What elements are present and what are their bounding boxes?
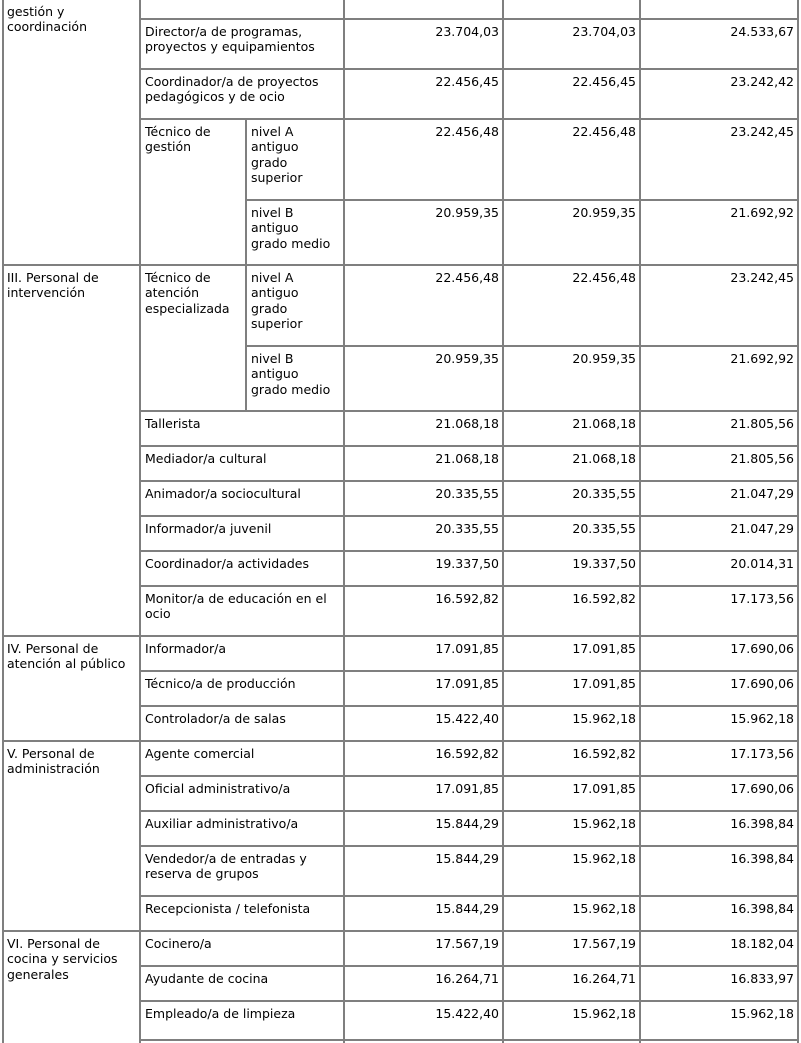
- position-label: Informador/a: [145, 641, 227, 656]
- salary-value: 17.091,85: [572, 676, 636, 691]
- row-divider: [139, 670, 799, 672]
- row-divider: [245, 199, 799, 201]
- salary-value: 22.456,45: [435, 74, 499, 89]
- salary-value: 21.068,18: [435, 416, 499, 431]
- salary-value: 18.182,04: [730, 936, 794, 951]
- salary-value: 16.398,84: [730, 901, 794, 916]
- category-label: gestión y coordinación: [7, 4, 87, 35]
- subgroup-label: Técnico de atención especializada: [145, 270, 230, 316]
- level-label: nivel A antiguo grado superior: [251, 124, 303, 186]
- salary-value: 23.242,45: [730, 270, 794, 285]
- salary-value: 16.592,82: [435, 591, 499, 606]
- row-divider: [139, 550, 799, 552]
- column-divider: [639, 0, 641, 1043]
- salary-value: 22.456,45: [572, 74, 636, 89]
- level-divider: [245, 264, 247, 411]
- salary-value: 17.690,06: [730, 676, 794, 691]
- column-divider: [502, 0, 504, 1043]
- column-divider: [797, 0, 799, 1043]
- position-label: Director/a de programas, proyectos y equipamientos: [145, 24, 315, 55]
- category-label: IV. Personal de atención al público: [7, 641, 126, 672]
- row-divider: [2, 930, 799, 932]
- salary-value: 19.337,50: [435, 556, 499, 571]
- position-label: Controlador/a de salas: [145, 711, 286, 726]
- salary-value: 22.456,48: [435, 270, 499, 285]
- salary-value: 20.335,55: [572, 521, 636, 536]
- position-label: Oficial administrativo/a: [145, 781, 291, 796]
- row-divider: [139, 775, 799, 777]
- salary-value: 20.959,35: [435, 205, 499, 220]
- row-divider: [139, 118, 799, 120]
- salary-value: 17.690,06: [730, 781, 794, 796]
- position-label: Mediador/a cultural: [145, 451, 267, 466]
- salary-value: 21.692,92: [730, 205, 794, 220]
- salary-value: 16.592,82: [572, 591, 636, 606]
- salary-value: 21.692,92: [730, 351, 794, 366]
- salary-value: 15.962,18: [572, 851, 636, 866]
- position-label: Auxiliar administrativo/a: [145, 816, 299, 831]
- salary-value: 23.242,45: [730, 124, 794, 139]
- position-label: Tallerista: [145, 416, 201, 431]
- salary-value: 21.068,18: [572, 451, 636, 466]
- salary-value: 22.456,48: [572, 124, 636, 139]
- position-label: Informador/a juvenil: [145, 521, 272, 536]
- position-label: Cocinero/a: [145, 936, 212, 951]
- row-divider: [2, 635, 799, 637]
- salary-value: 15.422,40: [435, 711, 499, 726]
- position-label: Agente comercial: [145, 746, 255, 761]
- salary-value: 20.959,35: [435, 351, 499, 366]
- row-divider: [139, 18, 799, 20]
- row-divider: [139, 1000, 799, 1002]
- category-label: V. Personal de administración: [7, 746, 100, 777]
- row-divider: [139, 1039, 799, 1041]
- level-divider: [245, 118, 247, 265]
- salary-value: 16.264,71: [572, 971, 636, 986]
- salary-value: 17.091,85: [572, 641, 636, 656]
- column-divider: [139, 0, 141, 1043]
- salary-value: 21.047,29: [730, 486, 794, 501]
- salary-value: 24.533,67: [730, 24, 794, 39]
- salary-value: 19.337,50: [572, 556, 636, 571]
- row-divider: [139, 895, 799, 897]
- level-label: nivel A antiguo grado superior: [251, 270, 303, 332]
- column-divider: [343, 0, 345, 1043]
- position-label: Coordinador/a actividades: [145, 556, 310, 571]
- position-label: Monitor/a de educación en el ocio: [145, 591, 327, 622]
- salary-value: 17.567,19: [435, 936, 499, 951]
- row-divider: [139, 965, 799, 967]
- row-divider: [139, 705, 799, 707]
- row-divider: [139, 480, 799, 482]
- salary-value: 15.962,18: [730, 711, 794, 726]
- row-divider: [139, 515, 799, 517]
- salary-value: 15.962,18: [730, 1006, 794, 1021]
- salary-value: 16.398,84: [730, 816, 794, 831]
- position-label: Ayudante de cocina: [145, 971, 269, 986]
- salary-value: 20.959,35: [572, 351, 636, 366]
- salary-value: 16.592,82: [572, 746, 636, 761]
- salary-value: 17.567,19: [572, 936, 636, 951]
- salary-value: 15.962,18: [572, 816, 636, 831]
- row-divider: [139, 810, 799, 812]
- salary-value: 15.962,18: [572, 901, 636, 916]
- salary-value: 21.068,18: [435, 451, 499, 466]
- salary-value: 22.456,48: [435, 124, 499, 139]
- salary-value: 20.335,55: [572, 486, 636, 501]
- salary-value: 23.242,42: [730, 74, 794, 89]
- salary-value: 20.959,35: [572, 205, 636, 220]
- row-divider: [245, 345, 799, 347]
- salary-value: 17.091,85: [435, 781, 499, 796]
- row-divider: [2, 740, 799, 742]
- row-divider: [2, 264, 799, 266]
- column-divider: [2, 0, 4, 1043]
- salary-value: 16.833,97: [730, 971, 794, 986]
- salary-value: 15.844,29: [435, 851, 499, 866]
- position-label: Empleado/a de limpieza: [145, 1006, 296, 1021]
- position-label: Vendedor/a de entradas y reserva de grupos: [145, 851, 307, 882]
- position-label: Coordinador/a de proyectos pedagógicos y de ocio: [145, 74, 319, 105]
- salary-value: 22.456,48: [572, 270, 636, 285]
- level-label: nivel B antiguo grado medio: [251, 205, 331, 251]
- row-divider: [139, 68, 799, 70]
- salary-value: 20.014,31: [730, 556, 794, 571]
- category-label: III. Personal de intervención: [7, 270, 99, 301]
- salary-value: 21.805,56: [730, 416, 794, 431]
- position-label: Técnico/a de producción: [145, 676, 296, 691]
- salary-value: 16.398,84: [730, 851, 794, 866]
- category-label: VI. Personal de cocina y servicios generales: [7, 936, 118, 982]
- salary-value: 15.962,18: [572, 1006, 636, 1021]
- salary-value: 15.844,29: [435, 901, 499, 916]
- row-divider: [139, 585, 799, 587]
- level-label: nivel B antiguo grado medio: [251, 351, 331, 397]
- salary-value: 16.592,82: [435, 746, 499, 761]
- position-label: Recepcionista / telefonista: [145, 901, 311, 916]
- salary-value: 21.068,18: [572, 416, 636, 431]
- salary-value: 17.091,85: [435, 676, 499, 691]
- salary-value: 20.335,55: [435, 486, 499, 501]
- salary-value: 17.091,85: [572, 781, 636, 796]
- salary-value: 15.422,40: [435, 1006, 499, 1021]
- salary-value: 23.704,03: [435, 24, 499, 39]
- salary-value: 17.173,56: [730, 591, 794, 606]
- salary-value: 21.047,29: [730, 521, 794, 536]
- row-divider: [139, 445, 799, 447]
- position-label: Animador/a sociocultural: [145, 486, 301, 501]
- salary-value: 21.805,56: [730, 451, 794, 466]
- salary-value: 17.690,06: [730, 641, 794, 656]
- salary-value: 15.962,18: [572, 711, 636, 726]
- row-divider: [139, 410, 799, 412]
- salary-value: 23.704,03: [572, 24, 636, 39]
- salary-value: 15.844,29: [435, 816, 499, 831]
- salary-value: 16.264,71: [435, 971, 499, 986]
- subgroup-label: Técnico de gestión: [145, 124, 211, 155]
- salary-value: 20.335,55: [435, 521, 499, 536]
- salary-value: 17.091,85: [435, 641, 499, 656]
- row-divider: [139, 845, 799, 847]
- salary-value: 17.173,56: [730, 746, 794, 761]
